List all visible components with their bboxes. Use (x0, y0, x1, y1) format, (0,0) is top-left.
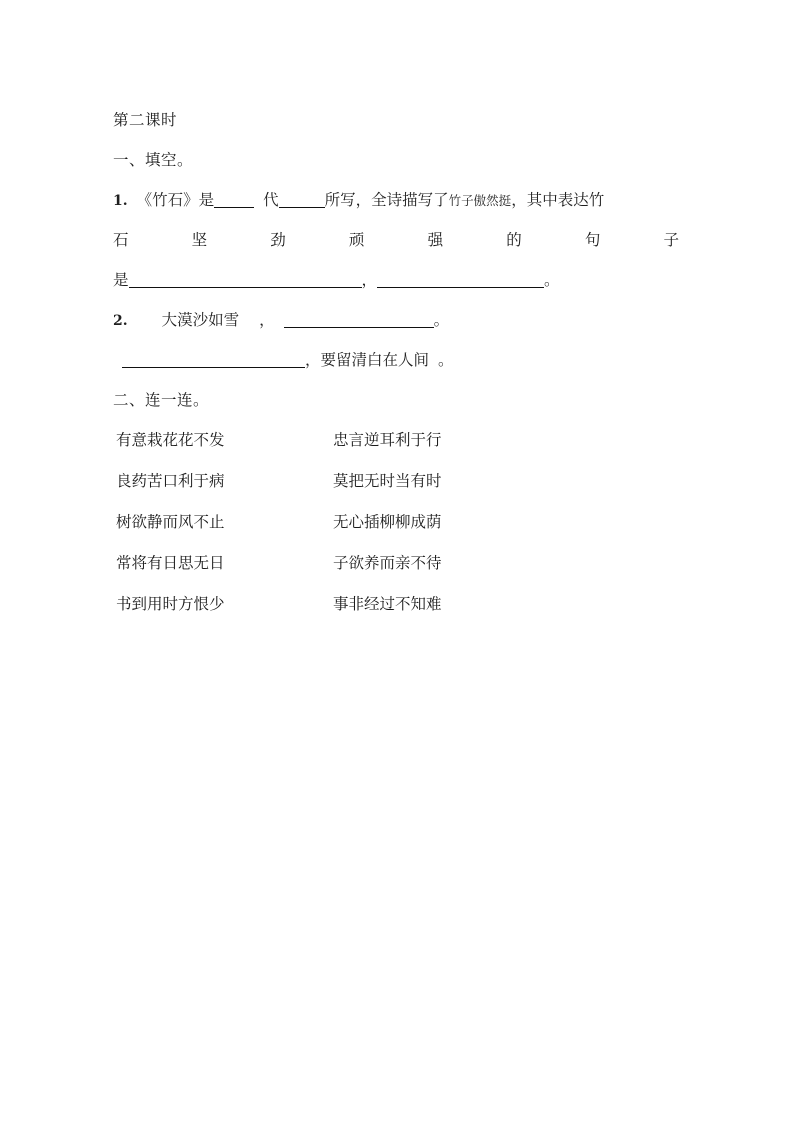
question-1-tail-text: ，其中表达竹 (511, 191, 605, 209)
match-right-item[interactable]: 子欲养而亲不待 (333, 554, 442, 572)
justified-char: 劲 (270, 231, 286, 249)
match-right-item[interactable]: 无心插柳柳成荫 (333, 513, 442, 531)
question-1-line-3 (113, 260, 683, 300)
question-1-answer-blank-second[interactable] (377, 272, 544, 288)
match-left-item[interactable]: 有意栽花花不发 (116, 431, 225, 449)
justified-char: 子 (663, 231, 679, 249)
question-2-answer-blank-first[interactable] (284, 312, 434, 328)
session-title: 第二课时 (113, 111, 178, 129)
match-row (113, 420, 683, 461)
match-right-item[interactable]: 莫把无时当有时 (333, 472, 442, 490)
match-right-item[interactable]: 事非经过不知难 (333, 595, 442, 613)
match-row (113, 502, 683, 543)
question-1-line-1 (113, 180, 683, 220)
justified-char: 顽 (348, 231, 365, 249)
question-2-line-1 (113, 300, 683, 340)
question-1-marker: 1. (113, 193, 128, 209)
match-left-item[interactable]: 常将有日思无日 (116, 554, 225, 572)
question-2-line-2 (113, 340, 683, 380)
question-2-line-2-comma: ， (305, 351, 321, 369)
justified-char: 的 (506, 231, 522, 249)
matching-exercise (113, 420, 683, 625)
question-2-answer-blank-second[interactable] (122, 352, 305, 368)
match-left-item[interactable]: 书到用时方恨少 (116, 595, 225, 613)
match-right-item[interactable]: 忠言逆耳利于行 (333, 431, 442, 449)
justified-char: 石 (113, 231, 129, 249)
question-1-line-3-comma: ， (361, 271, 378, 289)
question-1-prefix-text: 《竹石》是 (136, 191, 215, 209)
question-1-line-2-justified (113, 220, 679, 260)
section-heading-matching: 二、连一连。 (113, 391, 210, 409)
question-1-blank-dynasty[interactable] (214, 192, 254, 208)
question-1-after-text: 所写，全诗描写了 (324, 191, 449, 209)
match-row (113, 584, 683, 625)
question-1-line-3-period: 。 (544, 271, 560, 289)
question-2-line-2-period: 。 (438, 351, 454, 369)
question-1-small-text: 竹子傲然挺 (448, 193, 512, 208)
justified-char: 坚 (191, 231, 208, 249)
question-1-line-3-prefix: 是 (113, 271, 129, 289)
question-1-mid-text: 代 (263, 191, 279, 209)
document-content (113, 100, 683, 625)
question-2-line-2-text: 要留清白在人间 (320, 351, 430, 369)
question-2-line-1-period: 。 (433, 311, 450, 329)
match-left-item[interactable]: 良药苦口利于病 (116, 472, 225, 490)
question-1-answer-blank-first[interactable] (129, 272, 362, 288)
question-2-poem-text: 大漠沙如雪 (161, 311, 240, 329)
match-left-item[interactable]: 树欲静而风不止 (116, 513, 225, 531)
question-1-blank-author[interactable] (279, 192, 325, 208)
justified-char: 强 (427, 231, 444, 249)
section-heading-fill-in-the-blank: 一、填空。 (113, 151, 194, 169)
match-row (113, 461, 683, 502)
match-row (113, 543, 683, 584)
question-2-marker: 2. (113, 313, 128, 329)
justified-char: 句 (584, 231, 601, 249)
question-2-line-1-comma: ， (259, 311, 275, 329)
